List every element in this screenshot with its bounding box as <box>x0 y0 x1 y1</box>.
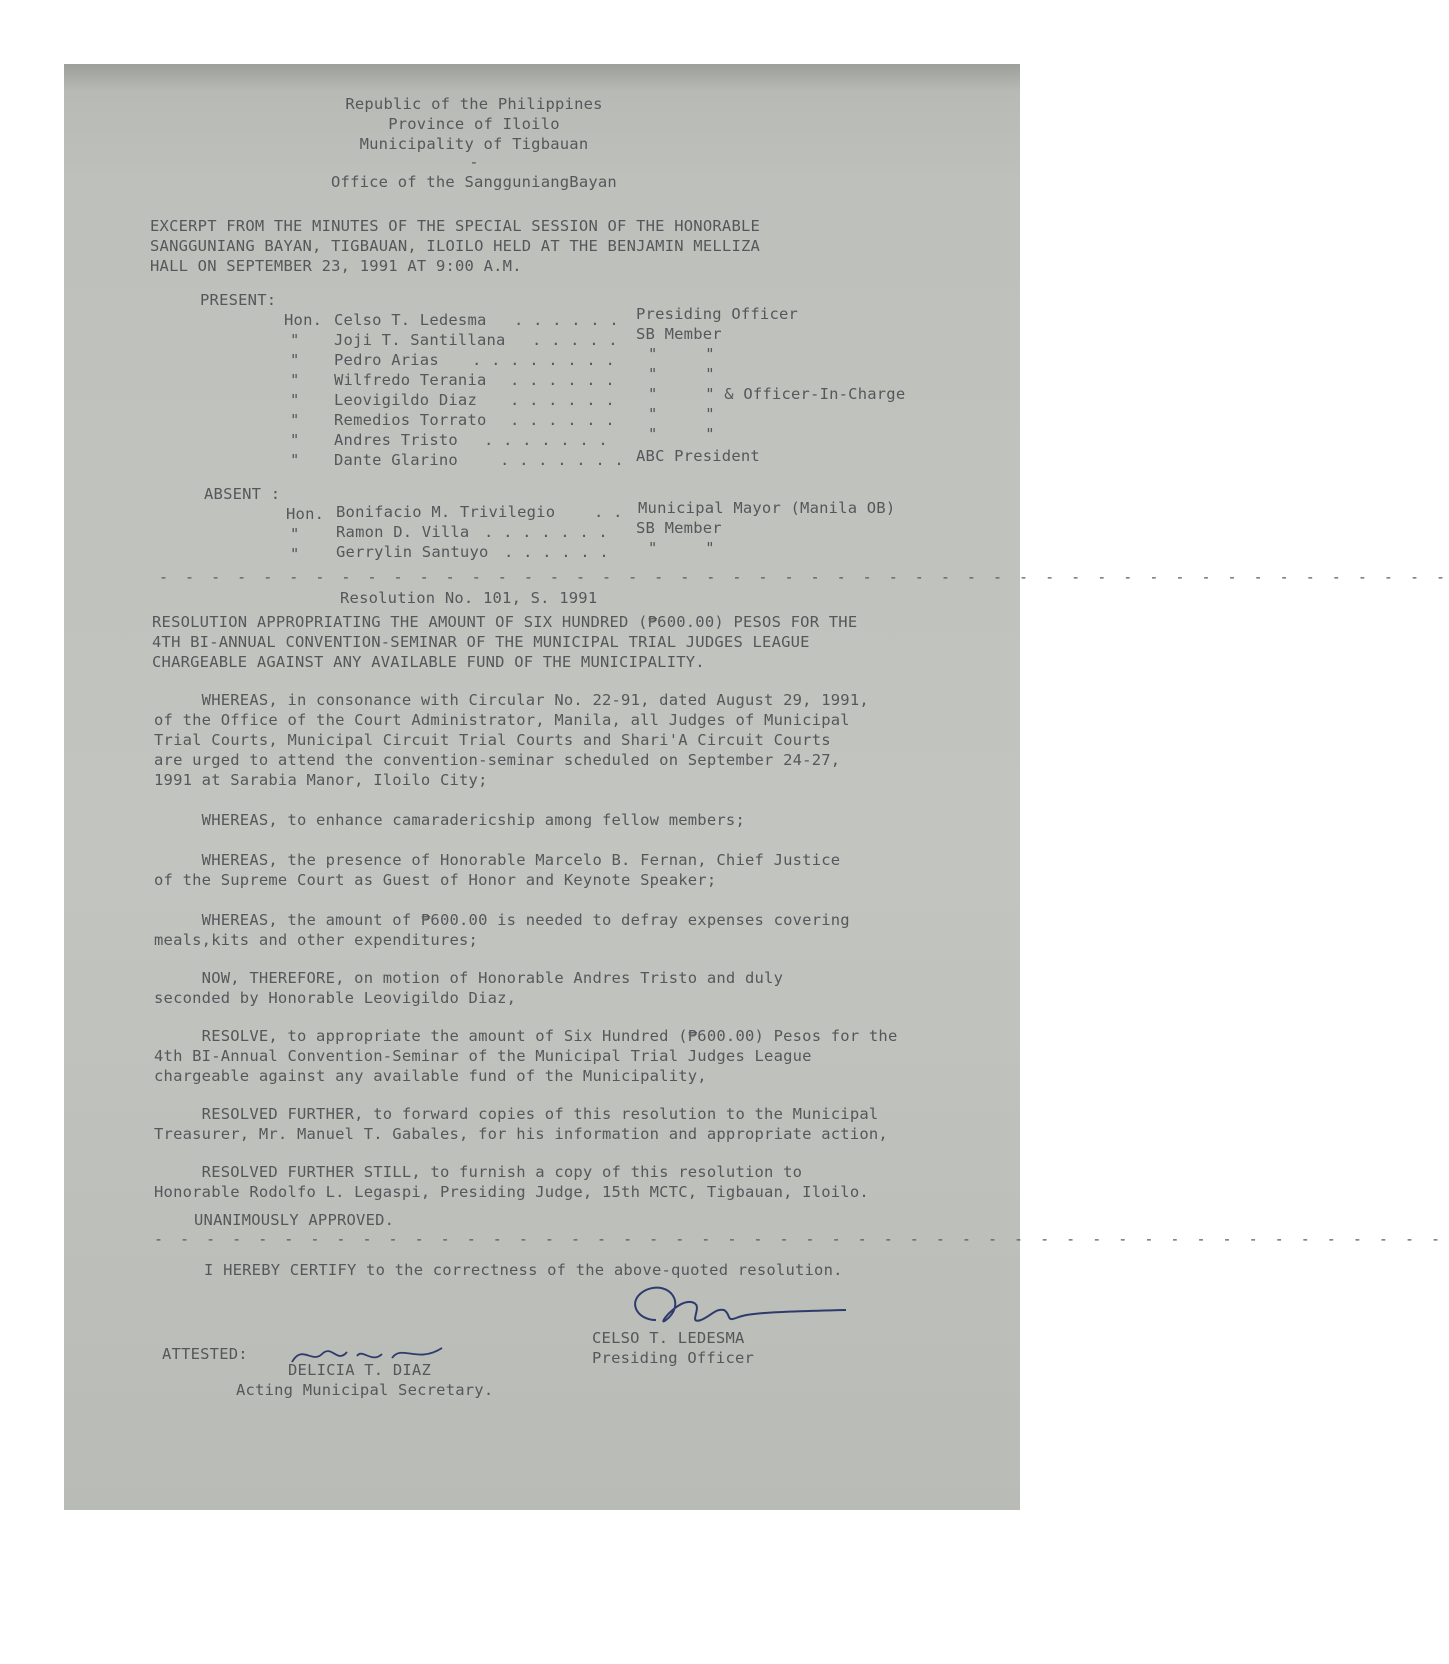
header-office: Office of the SangguniangBayan <box>331 173 617 191</box>
absent-role: Municipal Mayor (Manila OB) <box>638 499 896 517</box>
attested-label: ATTESTED: <box>162 1345 248 1363</box>
present-prefix: Hon. <box>284 311 323 329</box>
header-republic: Republic of the Philippines <box>345 95 603 113</box>
present-prefix: " <box>290 451 300 469</box>
absent-role: SB Member <box>636 519 722 537</box>
paragraph-line: meals,kits and other expenditures; <box>154 931 479 949</box>
paragraph-line: RESOLVED FURTHER STILL, to furnish a copy of this resolution to <box>154 1163 803 1181</box>
absent-prefix: " <box>290 545 300 563</box>
present-dots: . . . . . . <box>510 371 615 389</box>
paragraph-line: 4th BI-Annual Convention-Seminar of the Municipal Trial Judges League <box>154 1047 812 1065</box>
signatory-title: Presiding Officer <box>592 1349 755 1367</box>
present-dots: . . . . . . . <box>484 431 608 449</box>
separator-line: - - - - - - - - - - - - - - - - - - - - - - - - - - - - - - - - - - - - - - - - - - - - - - - - - - <box>159 568 1449 586</box>
present-dots: . . . . . . <box>510 391 615 409</box>
paragraph-line: chargeable against any available fund of the Municipality, <box>154 1067 707 1085</box>
absent-name: Gerrylin Santuyo <box>336 543 489 561</box>
paragraph-line: are urged to attend the convention-seminar scheduled on September 24-27, <box>154 751 841 769</box>
present-role: " " <box>648 365 715 383</box>
present-dots: . . . . . . . . <box>472 351 615 369</box>
paragraph-line: WHEREAS, to enhance camaradericship among fellow members; <box>154 811 745 829</box>
present-prefix: " <box>290 331 300 349</box>
attested-name: DELICIA T. DIAZ <box>288 1361 431 1379</box>
absent-name: Bonifacio M. Trivilegio <box>336 503 556 521</box>
header-province: Province of Iloilo <box>388 115 560 133</box>
present-role: " " & Officer-In-Charge <box>648 385 906 403</box>
present-name: Joji T. Santillana <box>334 331 506 349</box>
paragraph-line: RESOLVE, to appropriate the amount of Six Hundred (₱600.00) Pesos for the <box>154 1027 898 1045</box>
absent-dots: . . <box>594 503 623 521</box>
present-role: Presiding Officer <box>636 305 799 323</box>
header-municipality: Municipality of Tigbauan <box>359 135 589 153</box>
absent-dots: . . . . . . . <box>484 523 608 541</box>
present-name: Pedro Arias <box>334 351 439 369</box>
present-name: Remedios Torrato <box>334 411 487 429</box>
paragraph-line: of the Supreme Court as Guest of Honor and Keynote Speaker; <box>154 871 717 889</box>
present-name: Celso T. Ledesma <box>334 311 487 329</box>
paragraph-line: Treasurer, Mr. Manuel T. Gabales, for his information and appropriate action, <box>154 1125 888 1143</box>
resolution-title-3: CHARGEABLE AGAINST ANY AVAILABLE FUND OF THE MUNICIPALITY. <box>152 653 705 671</box>
paragraph-line: WHEREAS, the presence of Honorable Marcelo B. Fernan, Chief Justice <box>154 851 841 869</box>
present-name: Leovigildo Diaz <box>334 391 477 409</box>
present-name: Dante Glarino <box>334 451 458 469</box>
present-dots: . . . . . . . <box>500 451 624 469</box>
paragraph-line: 1991 at Sarabia Manor, Iloilo City; <box>154 771 488 789</box>
present-prefix: " <box>290 371 300 389</box>
present-label: PRESENT: <box>200 291 277 309</box>
present-role: " " <box>648 425 715 443</box>
present-prefix: " <box>290 391 300 409</box>
absent-dots: . . . . . . <box>504 543 609 561</box>
present-dots: . . . . . <box>532 331 618 349</box>
resolution-number: Resolution No. 101, S. 1991 <box>340 589 598 607</box>
paragraph-line: RESOLVED FURTHER, to forward copies of this resolution to the Municipal <box>154 1105 879 1123</box>
resolution-title-2: 4TH BI-ANNUAL CONVENTION-SEMINAR OF THE MUNICIPAL TRIAL JUDGES LEAGUE <box>152 633 810 651</box>
absent-prefix: Hon. <box>286 505 325 523</box>
present-role: " " <box>648 345 715 363</box>
signatory-name: CELSO T. LEDESMA <box>592 1329 745 1347</box>
present-dots: . . . . . . <box>514 311 619 329</box>
present-dots: . . . . . . <box>510 411 615 429</box>
present-role: " " <box>648 405 715 423</box>
paragraph-line: WHEREAS, the amount of ₱600.00 is needed to defray expenses covering <box>154 911 850 929</box>
excerpt-line-3: HALL ON SEPTEMBER 23, 1991 AT 9:00 A.M. <box>150 257 522 275</box>
attested-title: Acting Municipal Secretary. <box>236 1381 494 1399</box>
paragraph-line: NOW, THEREFORE, on motion of Honorable Andres Tristo and duly <box>154 969 784 987</box>
present-role: ABC President <box>636 447 760 465</box>
approved-note: UNANIMOUSLY APPROVED. <box>194 1211 395 1229</box>
paragraph-line: Trial Courts, Municipal Circuit Trial Courts and Shari'A Circuit Courts <box>154 731 831 749</box>
absent-role: " " <box>648 539 715 557</box>
absent-name: Ramon D. Villa <box>336 523 470 541</box>
present-prefix: " <box>290 411 300 429</box>
excerpt-line-2: SANGGUNIANG BAYAN, TIGBAUAN, ILOILO HELD AT THE BENJAMIN MELLIZA <box>150 237 761 255</box>
paragraph-line: of the Office of the Court Administrator, Manila, all Judges of Municipal <box>154 711 850 729</box>
paragraph-line: Honorable Rodolfo L. Legaspi, Presiding Judge, 15th MCTC, Tigbauan, Iloilo. <box>154 1183 869 1201</box>
present-name: Wilfredo Terania <box>334 371 487 389</box>
present-prefix: " <box>290 351 300 369</box>
certify-statement: I HEREBY CERTIFY to the correctness of the above-quoted resolution. <box>204 1261 843 1279</box>
paragraph-line: WHEREAS, in consonance with Circular No. 22-91, dated August 29, 1991, <box>154 691 869 709</box>
resolution-title-1: RESOLUTION APPROPRIATING THE AMOUNT OF SIX HUNDRED (₱600.00) PESOS FOR THE <box>152 613 858 631</box>
separator-line: - - - - - - - - - - - - - - - - - - - - - - - - - - - - - - - - - - - - - - - - - - - - - - - - - - <box>154 1230 1445 1248</box>
present-name: Andres Tristo <box>334 431 458 449</box>
absent-label: ABSENT : <box>204 485 281 503</box>
absent-prefix: " <box>290 525 300 543</box>
excerpt-line-1: EXCERPT FROM THE MINUTES OF THE SPECIAL SESSION OF THE HONORABLE <box>150 217 761 235</box>
header-dash: - <box>469 153 479 171</box>
present-role: SB Member <box>636 325 722 343</box>
document-page <box>64 64 1449 1510</box>
present-prefix: " <box>290 431 300 449</box>
paragraph-line: seconded by Honorable Leovigildo Diaz, <box>154 989 517 1007</box>
